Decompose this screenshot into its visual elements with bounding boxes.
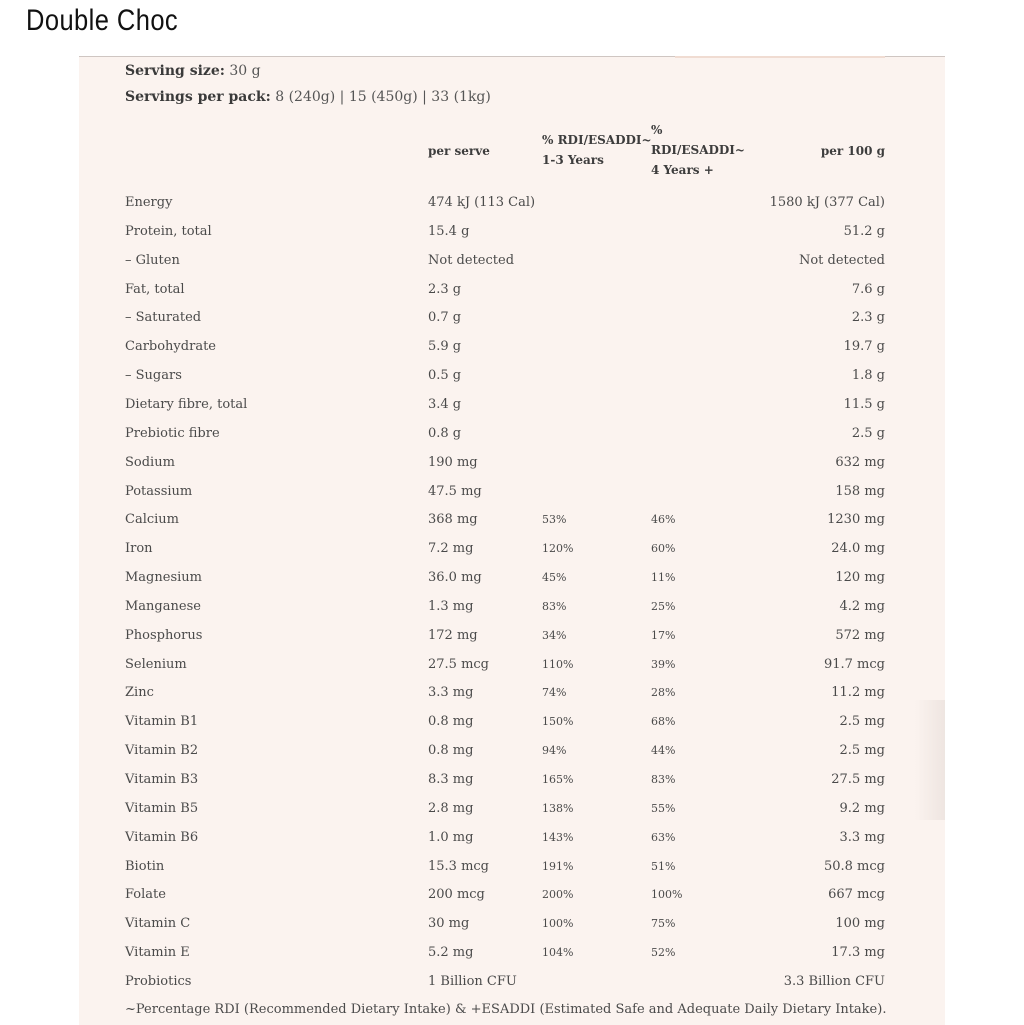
- per-serve-value: 1 Billion CFU: [428, 974, 517, 989]
- per-100g-value: 11.5 g: [843, 397, 885, 412]
- rdi-4-value: 60%: [651, 542, 676, 555]
- header-rdi-1-3-line1: % RDI/ESADDI~: [542, 133, 652, 147]
- servings-per-pack: [125, 89, 491, 105]
- rdi-1-3-value: 74%: [542, 686, 567, 699]
- rdi-1-3-value: 110%: [542, 658, 574, 671]
- per-serve-value: 172 mg: [428, 628, 478, 643]
- servings-per-pack-label: Servings per pack:: [125, 89, 271, 105]
- nutrient-name: Iron: [125, 541, 153, 556]
- table-row: [125, 310, 885, 332]
- nutrient-name: Fat, total: [125, 282, 185, 297]
- per-100g-value: 17.3 mg: [831, 945, 885, 960]
- nutrient-name: Carbohydrate: [125, 339, 216, 354]
- rdi-1-3-value: 34%: [542, 629, 567, 642]
- table-row: [125, 743, 885, 765]
- nutrient-name: Biotin: [125, 859, 165, 874]
- rdi-4-value: 39%: [651, 658, 676, 671]
- table-row: [125, 801, 885, 823]
- table-row: [125, 830, 885, 852]
- per-100g-value: Not detected: [798, 253, 885, 268]
- serving-size-value: 30 g: [229, 63, 261, 79]
- per-100g-value: 27.5 mg: [831, 772, 885, 787]
- rdi-1-3-value: 83%: [542, 600, 567, 613]
- nutrient-name: Sodium: [125, 455, 175, 470]
- nutrient-name: Potassium: [125, 484, 193, 499]
- table-row: [125, 426, 885, 448]
- per-serve-value: 15.3 mcg: [428, 859, 490, 874]
- serving-size-label: Serving size:: [125, 63, 225, 79]
- table-row: [125, 339, 885, 361]
- per-serve-value: 2.8 mg: [428, 801, 474, 816]
- table-row: [125, 282, 885, 304]
- table-row: [125, 859, 885, 881]
- rdi-4-value: 63%: [651, 831, 676, 844]
- nutrient-name: Vitamin B3: [125, 772, 199, 787]
- per-serve-value: 47.5 mg: [428, 484, 482, 499]
- per-100g-value: 1230 mg: [827, 512, 885, 527]
- rdi-1-3-value: 165%: [542, 773, 574, 786]
- header-rdi-4-years: [651, 120, 745, 180]
- per-100g-value: 3.3 mg: [839, 830, 885, 845]
- header-rdi-1-3-years: [542, 130, 652, 170]
- table-row: [125, 541, 885, 563]
- per-100g-value: 100 mg: [835, 916, 885, 931]
- per-serve-value: 474 kJ (113 Cal): [428, 195, 536, 210]
- rdi-4-value: 25%: [651, 600, 676, 613]
- nutrient-name: Protein, total: [125, 224, 212, 239]
- per-100g-value: 1.8 g: [851, 368, 885, 383]
- rdi-4-value: 75%: [651, 917, 676, 930]
- per-serve-value: Not detected: [428, 253, 515, 268]
- nutrient-name: – Sugars: [125, 368, 182, 383]
- per-100g-value: 120 mg: [835, 570, 885, 585]
- servings-per-pack-value: 8 (240g) | 15 (450g) | 33 (1kg): [275, 89, 491, 105]
- per-serve-value: 1.0 mg: [428, 830, 474, 845]
- per-serve-value: 36.0 mg: [428, 570, 482, 585]
- per-100g-value: 11.2 mg: [831, 685, 885, 700]
- per-100g-value: 91.7 mcg: [823, 657, 885, 672]
- table-row: [125, 224, 885, 246]
- table-row: [125, 455, 885, 477]
- per-serve-value: 200 mcg: [428, 887, 485, 902]
- nutrient-name: Calcium: [125, 512, 179, 527]
- nutrient-name: Vitamin B2: [125, 743, 199, 758]
- per-serve-value: 368 mg: [428, 512, 478, 527]
- per-100g-value: 2.5 mg: [839, 714, 885, 729]
- nutrient-name: – Gluten: [125, 253, 180, 268]
- per-100g-value: 632 mg: [835, 455, 885, 470]
- per-100g-value: 2.3 g: [851, 310, 885, 325]
- rdi-1-3-value: 45%: [542, 571, 567, 584]
- rdi-4-value: 55%: [651, 802, 676, 815]
- per-serve-value: 27.5 mcg: [428, 657, 490, 672]
- nutrient-name: Zinc: [125, 685, 154, 700]
- per-100g-value: 51.2 g: [843, 224, 885, 239]
- header-per-serve: per serve: [428, 144, 490, 158]
- rdi-4-value: 17%: [651, 629, 676, 642]
- per-100g-value: 7.6 g: [851, 282, 885, 297]
- nutrient-name: Phosphorus: [125, 628, 203, 643]
- header-per-100g: per 100 g: [820, 144, 885, 158]
- table-row: [125, 974, 885, 996]
- rdi-4-value: 44%: [651, 744, 676, 757]
- rdi-4-value: 68%: [651, 715, 676, 728]
- per-100g-value: 572 mg: [835, 628, 885, 643]
- per-100g-value: 9.2 mg: [839, 801, 885, 816]
- nutrient-name: Vitamin B5: [125, 801, 199, 816]
- rdi-1-3-value: 191%: [542, 860, 574, 873]
- per-100g-value: 2.5 mg: [839, 743, 885, 758]
- nutrient-name: Folate: [125, 887, 166, 902]
- nutrient-name: Prebiotic fibre: [125, 426, 220, 441]
- header-rdi-4-line1: %: [651, 123, 663, 137]
- header-rdi-4-line3: 4 Years +: [651, 163, 714, 177]
- per-serve-value: 0.8 mg: [428, 714, 474, 729]
- per-100g-value: 4.2 mg: [839, 599, 885, 614]
- table-row: [125, 887, 885, 909]
- serving-size: [125, 63, 261, 79]
- rdi-1-3-value: 143%: [542, 831, 574, 844]
- per-100g-value: 3.3 Billion CFU: [783, 974, 885, 989]
- header-rdi-4-line2: RDI/ESADDI~: [651, 143, 745, 157]
- nutrient-name: Energy: [125, 195, 173, 210]
- rdi-1-3-value: 138%: [542, 802, 574, 815]
- per-100g-value: 19.7 g: [843, 339, 885, 354]
- table-row: [125, 772, 885, 794]
- per-100g-value: 2.5 g: [851, 426, 885, 441]
- nutrient-name: Magnesium: [125, 570, 202, 585]
- rdi-4-value: 100%: [651, 888, 683, 901]
- per-serve-value: 0.8 mg: [428, 743, 474, 758]
- per-serve-value: 1.3 mg: [428, 599, 474, 614]
- per-100g-value: 158 mg: [835, 484, 885, 499]
- nutrient-name: Dietary fibre, total: [125, 397, 248, 412]
- table-row: [125, 512, 885, 534]
- per-serve-value: 5.9 g: [428, 339, 462, 354]
- nutrient-name: Probiotics: [125, 974, 192, 989]
- table-row: [125, 368, 885, 390]
- per-serve-value: 3.3 mg: [428, 685, 474, 700]
- rdi-4-value: 83%: [651, 773, 676, 786]
- per-serve-value: 0.7 g: [428, 310, 462, 325]
- per-serve-value: 7.2 mg: [428, 541, 474, 556]
- nutrient-name: Vitamin E: [125, 945, 190, 960]
- rdi-1-3-value: 100%: [542, 917, 574, 930]
- rdi-1-3-value: 53%: [542, 513, 567, 526]
- nutrient-name: Vitamin B6: [125, 830, 199, 845]
- table-row: [125, 570, 885, 592]
- header-rdi-1-3-line2: 1-3 Years: [542, 153, 604, 167]
- per-serve-value: 190 mg: [428, 455, 478, 470]
- page-title: Double Choc: [26, 4, 179, 37]
- per-serve-value: 15.4 g: [428, 224, 470, 239]
- rdi-4-value: 11%: [651, 571, 676, 584]
- per-100g-value: 24.0 mg: [831, 541, 885, 556]
- nutrient-name: Vitamin B1: [125, 714, 199, 729]
- table-row: [125, 628, 885, 650]
- rdi-1-3-value: 150%: [542, 715, 574, 728]
- per-serve-value: 3.4 g: [428, 397, 462, 412]
- rdi-4-value: 51%: [651, 860, 676, 873]
- rdi-1-3-value: 120%: [542, 542, 574, 555]
- table-row: [125, 916, 885, 938]
- per-serve-value: 0.5 g: [428, 368, 462, 383]
- rdi-1-3-value: 104%: [542, 946, 574, 959]
- table-row: [125, 945, 885, 967]
- per-serve-value: 5.2 mg: [428, 945, 474, 960]
- panel-accent-line: [675, 56, 885, 58]
- per-serve-value: 8.3 mg: [428, 772, 474, 787]
- nutrient-name: Manganese: [125, 599, 201, 614]
- rdi-4-value: 52%: [651, 946, 676, 959]
- rdi-1-3-value: 94%: [542, 744, 567, 757]
- rdi-1-3-value: 200%: [542, 888, 574, 901]
- table-row: [125, 195, 885, 217]
- nutrient-name: Vitamin C: [125, 916, 191, 931]
- per-100g-value: 1580 kJ (377 Cal): [769, 195, 885, 210]
- rdi-4-value: 46%: [651, 513, 676, 526]
- per-100g-value: 50.8 mcg: [823, 859, 885, 874]
- nutrient-name: Selenium: [125, 657, 187, 672]
- table-row: [125, 685, 885, 707]
- nutrient-name: – Saturated: [125, 310, 202, 325]
- table-row: [125, 657, 885, 679]
- table-row: [125, 397, 885, 419]
- per-serve-value: 2.3 g: [428, 282, 462, 297]
- table-row: [125, 599, 885, 621]
- per-100g-value: 667 mcg: [828, 887, 885, 902]
- per-serve-value: 0.8 g: [428, 426, 462, 441]
- table-row: [125, 714, 885, 736]
- panel-edge-shadow: [915, 700, 945, 820]
- rdi-4-value: 28%: [651, 686, 676, 699]
- table-row: [125, 484, 885, 506]
- per-serve-value: 30 mg: [428, 916, 470, 931]
- footnote: ~Percentage RDI (Recommended Dietary Intake) & +ESADDI (Estimated Safe and Adequate Daily Dietary Intake).: [125, 1002, 887, 1017]
- table-row: [125, 253, 885, 275]
